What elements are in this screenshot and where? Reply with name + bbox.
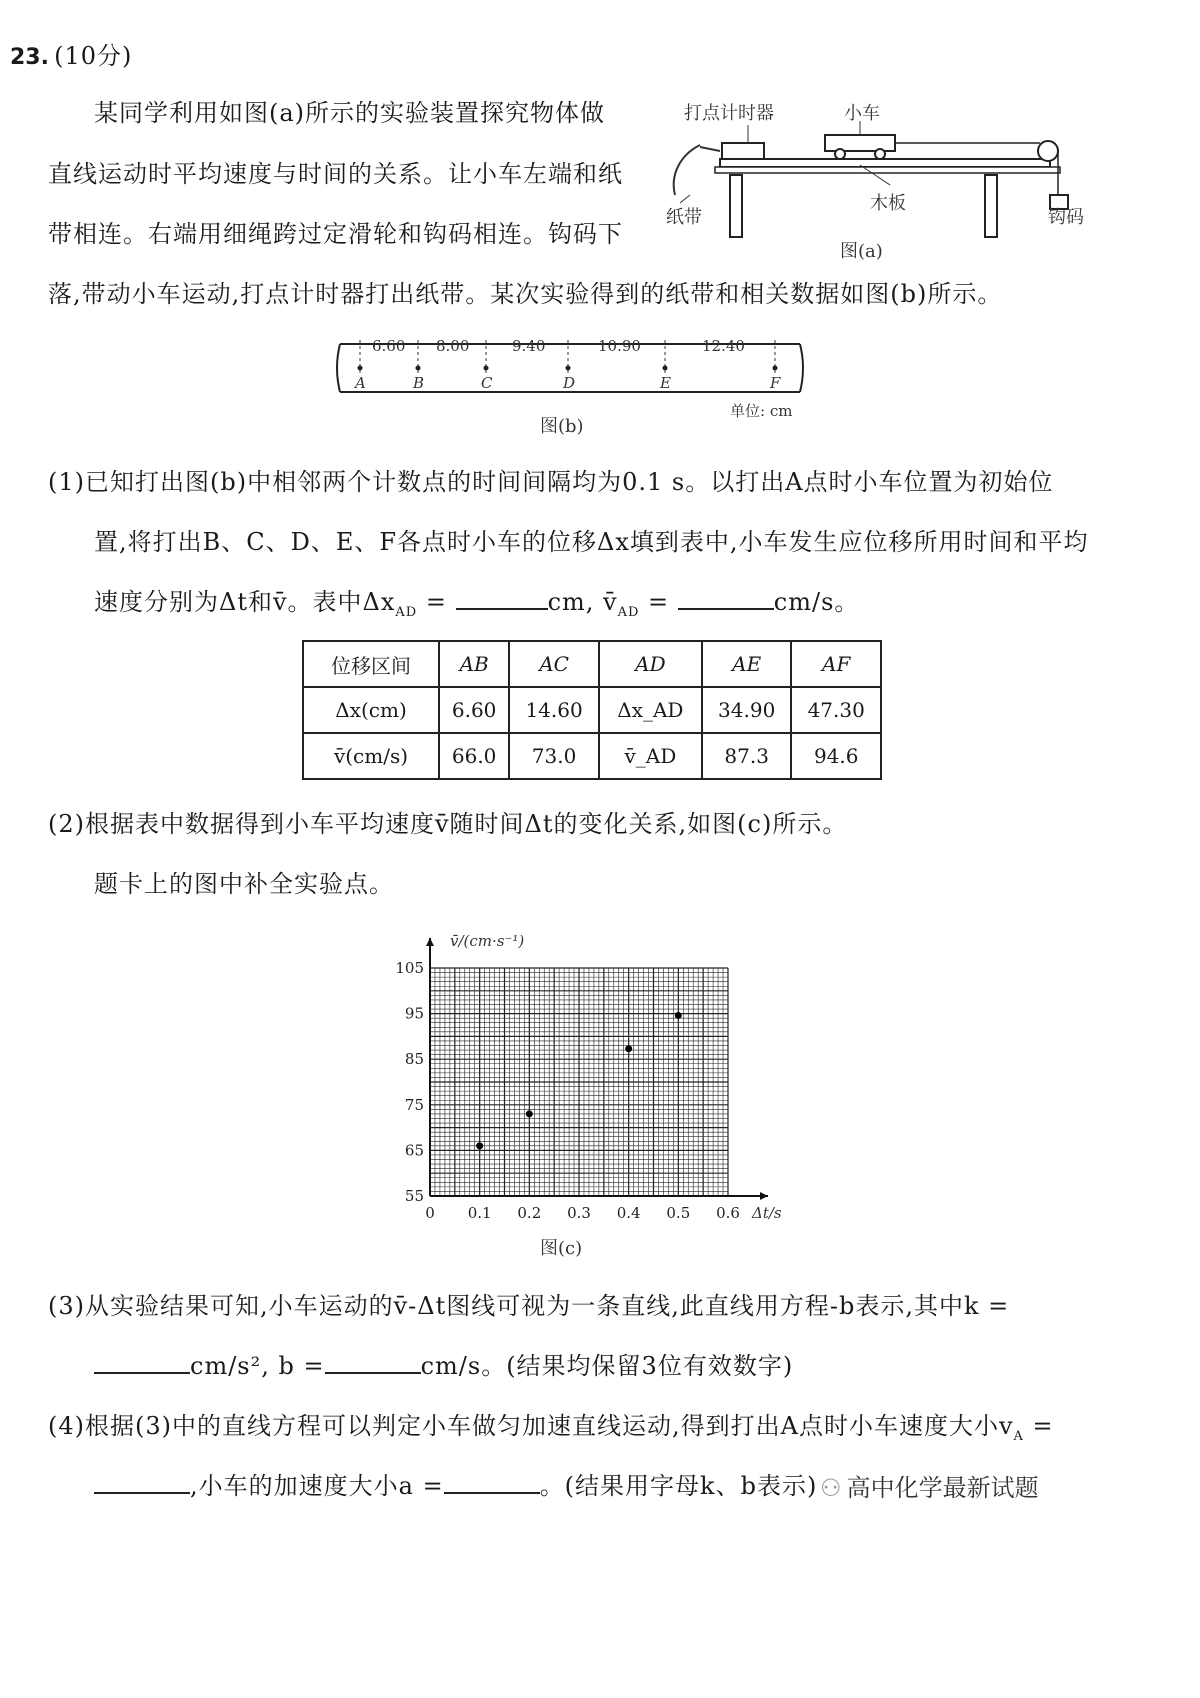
x-tick-label: 0.6 xyxy=(716,1204,740,1222)
x-tick-label: 0.1 xyxy=(467,1204,492,1222)
table-row xyxy=(303,733,881,779)
table-cell: 34.90 xyxy=(702,687,792,733)
table-cell: 14.60 xyxy=(509,687,599,733)
table-cell: v̄(cm/s) xyxy=(303,733,439,779)
part1-line-1: (1)已知打出图(b)中相邻两个计数点的时间间隔均为0.1 s。以打出A点时小车位置为初始位 xyxy=(48,468,1054,496)
answer-blank-a[interactable] xyxy=(444,1492,540,1494)
table-cell: AD xyxy=(599,641,702,687)
y-tick-label: 105 xyxy=(395,959,424,977)
table-cell: Δx_AD xyxy=(599,687,702,733)
point-a: A xyxy=(355,374,366,392)
data-point xyxy=(675,1012,682,1019)
part2-line-2: 题卡上的图中补全实验点。 xyxy=(94,870,394,898)
part4-line-2: ,小车的加速度大小a = 。(结果用字母k、b表示) xyxy=(94,1470,817,1502)
figure-a xyxy=(660,85,1100,270)
segment-ef: 12.40 xyxy=(702,337,745,355)
timer-label: 打点计时器 xyxy=(684,103,774,124)
tape-unit: 单位: cm xyxy=(730,402,793,420)
table-cell: 94.6 xyxy=(791,733,881,779)
point-f: F xyxy=(770,374,781,392)
answer-blank-va[interactable] xyxy=(94,1492,190,1494)
y-axis-arrow xyxy=(426,938,434,946)
answer-blank-k[interactable] xyxy=(94,1372,190,1374)
table-cell: 73.0 xyxy=(509,733,599,779)
y-tick-label: 55 xyxy=(404,1187,424,1205)
table-cell: 6.60 xyxy=(439,687,509,733)
table-cell: AF xyxy=(791,641,881,687)
figure-c xyxy=(380,920,820,1260)
table-cell: 66.0 xyxy=(439,733,509,779)
cart-label: 小车 xyxy=(844,103,880,124)
point-b: B xyxy=(413,374,425,392)
table-cell: Δx(cm) xyxy=(303,687,439,733)
figure-b-caption: 图(b) xyxy=(540,416,584,437)
data-point xyxy=(476,1142,483,1149)
intro-line-2: 直线运动时平均速度与时间的关系。让小车左端和纸 xyxy=(48,160,623,188)
chart-x-label: Δt/s xyxy=(752,1204,782,1222)
segment-bc: 8.00 xyxy=(436,337,470,355)
intro-line-1: 某同学利用如图(a)所示的实验装置探究物体做 xyxy=(94,99,606,127)
question-number: 23. xyxy=(10,45,49,70)
x-tick-label: 0 xyxy=(425,1204,435,1222)
x-tick-label: 0.5 xyxy=(666,1204,691,1222)
segment-cd: 9.40 xyxy=(512,337,546,355)
x-tick-label: 0.3 xyxy=(567,1204,591,1222)
x-axis-arrow xyxy=(760,1192,768,1200)
x-tick-label: 0.2 xyxy=(517,1204,542,1222)
table-row xyxy=(303,687,881,733)
tape-label: 纸带 xyxy=(666,207,702,228)
y-tick-label: 75 xyxy=(404,1095,424,1114)
table-cell: 87.3 xyxy=(702,733,792,779)
figure-b xyxy=(330,330,810,440)
question-score: (10分) xyxy=(54,42,133,70)
point-d: D xyxy=(563,374,576,392)
answer-blank-dx-ad[interactable] xyxy=(456,608,548,610)
weight-label: 钩码 xyxy=(1048,207,1084,228)
question-header xyxy=(10,40,132,72)
part1-line-2: 置,将打出B、C、D、E、F各点时小车的位移Δx填到表中,小车发生应位移所用时间和平均 xyxy=(94,528,1089,556)
point-c: C xyxy=(481,374,493,392)
wechat-icon: ⚇ xyxy=(820,1474,842,1502)
part1-line-3: 速度分别为Δt和v̄。表中$\Delta x_{AD}$ = cm, $v̄_{AD} = cm/s$。 xyxy=(94,588,860,620)
table-cell: AB xyxy=(439,641,509,687)
data-table xyxy=(302,640,882,780)
figure-c-caption: 图(c) xyxy=(540,1238,583,1259)
answer-blank-b[interactable] xyxy=(325,1372,421,1374)
table-cell: 47.30 xyxy=(791,687,881,733)
segment-ab: 6.60 xyxy=(372,337,406,355)
table-cell: v̄_AD xyxy=(599,733,702,779)
chart-y-label: v̄/(cm·s⁻¹) xyxy=(450,932,525,950)
y-tick-label: 65 xyxy=(404,1141,424,1160)
part4-line-1: (4)根据(3)中的直线方程可以判定小车做匀加速直线运动,得到打出A点时小车速度大小$v_A$ = xyxy=(48,1412,1054,1444)
intro-line-4: 落,带动小车运动,打点计时器打出纸带。某次实验得到的纸带和相关数据如图(b)所示。 xyxy=(48,280,1003,308)
watermark xyxy=(820,1468,1039,1503)
watermark-text: 高中化学最新试题 xyxy=(846,1474,1039,1502)
part3-line-2: cm/s², b = cm/s。(结果均保留3位有效数字) xyxy=(94,1350,793,1382)
data-point xyxy=(625,1045,632,1052)
part2-line-1: (2)根据表中数据得到小车平均速度v̄随时间Δt的变化关系,如图(c)所示。 xyxy=(48,810,848,838)
answer-blank-v-ad[interactable] xyxy=(678,608,774,610)
data-point xyxy=(526,1110,533,1117)
x-tick-label: 0.4 xyxy=(616,1204,641,1222)
table-header-row xyxy=(303,641,881,687)
table-cell: 位移区间 xyxy=(303,641,439,687)
part3-line-1: (3)从实验结果可知,小车运动的v̄-Δt图线可视为一条直线,此直线用方程-b表示,其中k = xyxy=(48,1292,1010,1320)
y-tick-label: 85 xyxy=(404,1050,424,1069)
board-label: 木板 xyxy=(870,193,906,214)
figure-a-caption: 图(a) xyxy=(840,241,883,262)
table-cell: AC xyxy=(509,641,599,687)
segment-de: 10.90 xyxy=(598,337,641,355)
table-cell: AE xyxy=(702,641,792,687)
intro-line-3: 带相连。右端用细绳跨过定滑轮和钩码相连。钩码下 xyxy=(48,220,623,248)
point-e: E xyxy=(660,374,671,392)
y-tick-label: 95 xyxy=(404,1004,424,1023)
